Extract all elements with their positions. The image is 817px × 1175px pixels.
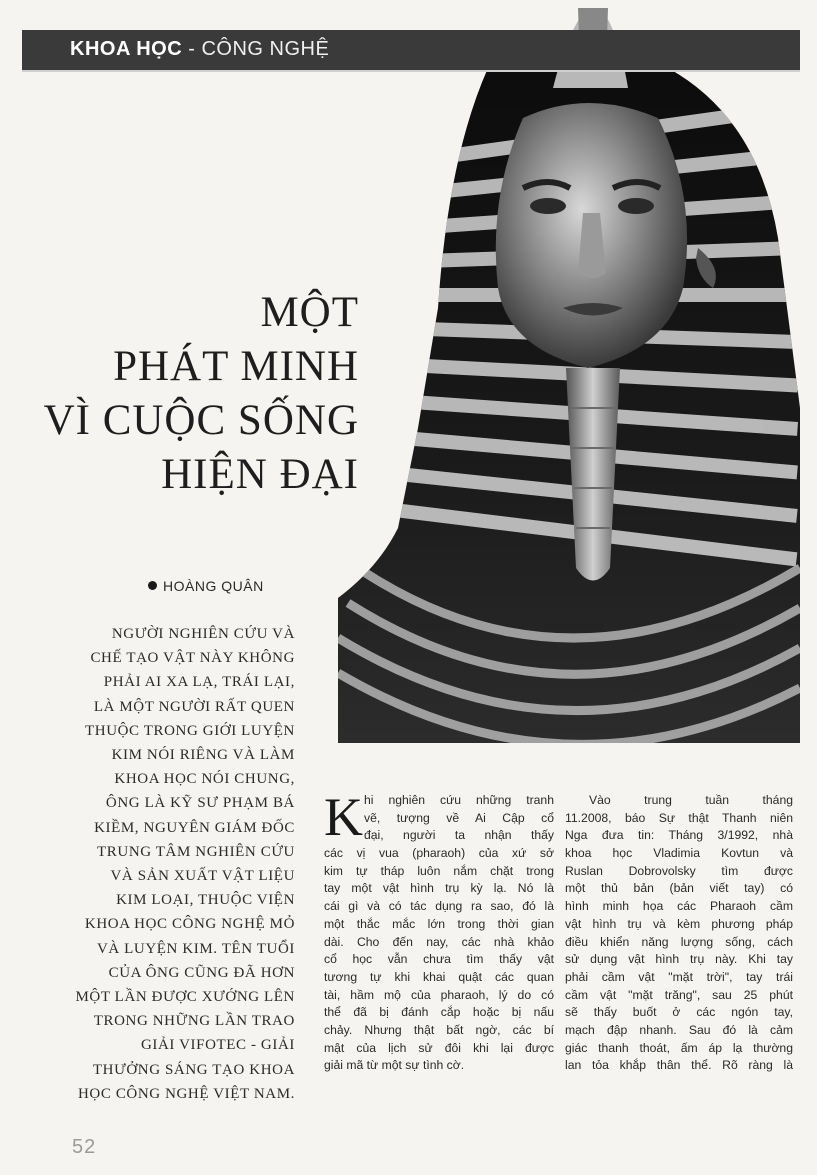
body-column-1 [324,787,554,1075]
lead-line: MỘT LẦN ĐƯỢC XƯỚNG LÊN [75,989,295,1006]
lead-line: KHOA HỌC NÓI CHUNG, [114,771,295,788]
lead-paragraph [75,622,295,1106]
lead-line: ÔNG LÀ KỸ SƯ PHẠM BÁ [105,795,295,812]
lead-line: VÀ SẢN XUẤT VẬT LIỆU [110,868,295,885]
pharaoh-mask-photo [338,8,800,743]
body-line: cổ học vẫn chưa tìm thấy vật [324,952,554,967]
lead-line: TRUNG TÂM NGHIÊN CỨU [97,843,295,860]
body-line: giải mã từ một sự tình cờ. [324,1058,465,1073]
body-line: cầm vật "mặt trăng", sau 25 phút [565,987,793,1002]
lead-line: THUỘC TRONG GIỚI LUYỆN [85,722,295,739]
body-line: sử dụng vật hình trụ này. Khi tay [565,952,793,967]
body-line: sẽ thấy buốt ở các ngón tay, [565,1005,793,1020]
body-line: dài. Cho đến nay, các nhà khảo [324,934,554,949]
lead-line: NGƯỜI NGHIÊN CỨU VÀ [111,626,295,642]
body-line: 11.2008, báo Sự thật Thanh niên [565,810,793,825]
body-line: chảy. Nhưng thật bất ngờ, các bí [324,1022,554,1037]
body-line: vẽ, tượng về Ai Cập cổ [364,810,554,825]
body-line: tương tự khi khai quật các quan [324,969,554,984]
body-line: tay một vật hình trụ kỳ lạ. Nó là [324,881,554,896]
section-header-bar [22,30,800,72]
title-line: VÌ CUỘC SỐNG [43,397,359,444]
lead-line: GIẢI VIFOTEC - GIẢI [140,1037,295,1054]
body-line: Vào trung tuần tháng [589,793,793,807]
lead-line: PHẢI AI XA LẠ, TRÁI LẠI, [103,674,295,691]
body-column-2 [565,792,793,1075]
body-line: cái gì và có tác dụng ra sao, đó là [324,899,554,914]
body-line: hi nghiên cứu những tranh [364,793,554,807]
article-title [44,286,359,502]
lead-line: CHẾ TẠO VẬT NÀY KHÔNG [90,650,295,667]
lead-line: KHOA HỌC CÔNG NGHỆ MỎ [84,916,295,933]
body-line: giác thanh thoát, ấm áp lạ thường [565,1040,793,1055]
body-line: mạch đập nhanh. Sau đó là cảm [565,1022,793,1037]
body-line: phải cầm vật "mặt trời", tay trái [565,969,793,984]
section-label-primary: KHOA HỌC [70,38,183,60]
title-line: HIỆN ĐẠI [161,451,359,498]
body-line: đại, người ta nhận thấy [364,828,554,843]
title-line: PHÁT MINH [113,343,359,390]
lead-line: KIM LOẠI, THUỘC VIỆN [116,892,295,909]
drop-cap: K [324,787,363,847]
lead-line: THƯỞNG SÁNG TẠO KHOA [92,1061,295,1078]
section-label [70,38,329,61]
body-line: hình minh họa các Pharaoh cầm [565,899,793,914]
body-line: Nga đưa tin: Tháng 3/1992, nhà [565,828,793,843]
lead-line: VÀ LUYỆN KIM. TÊN TUỔI [96,940,295,957]
body-line: tài, hầm mộ của pharaoh, lý do có [324,987,554,1002]
section-label-secondary: CÔNG NGHỆ [201,38,330,60]
author-byline [148,578,264,594]
body-line: một thủ bản (bản viết tay) có [565,881,793,896]
body-line: một thắc mắc lớn trong thời gian [324,916,554,931]
body-line: mật của lịch sử đôi khi lại được [324,1040,554,1055]
lead-line: KIỀM, NGUYÊN GIÁM ĐỐC [94,819,295,836]
body-line: thể đã bị đánh cắp hoặc bị nấu [324,1005,554,1020]
lead-line: TRONG NHỮNG LẦN TRAO [93,1013,295,1030]
body-line: kim tự tháp luôn nắm chặt trong [324,863,554,878]
lead-line: CỦA ÔNG CŨNG ĐÃ HƠN [108,964,295,981]
author-name: HOÀNG QUÂN [163,578,264,594]
body-line: điều khiển năng lượng sống, cách [565,934,793,949]
body-line: khoa học Vladimia Kovtun và [565,846,793,861]
title-line: MỘT [260,289,359,336]
lead-line: LÀ MỘT NGƯỜI RẤT QUEN [93,698,295,715]
section-label-separator: - [182,38,202,60]
body-line: vật hình trụ và kèm phương pháp [565,916,793,931]
body-line: các vị vua (pharaoh) của xứ sở [324,846,554,861]
body-line: Ruslan Dobrovolsky tìm được [565,863,793,878]
bullet-icon [148,581,157,590]
page-number: 52 [72,1136,97,1158]
lead-line: HỌC CÔNG NGHỆ VIỆT NAM. [78,1085,295,1102]
lead-line: KIM NÓI RIÊNG VÀ LÀM [111,747,295,764]
body-line: lan tỏa khắp thân thể. Rõ ràng là [565,1058,793,1073]
